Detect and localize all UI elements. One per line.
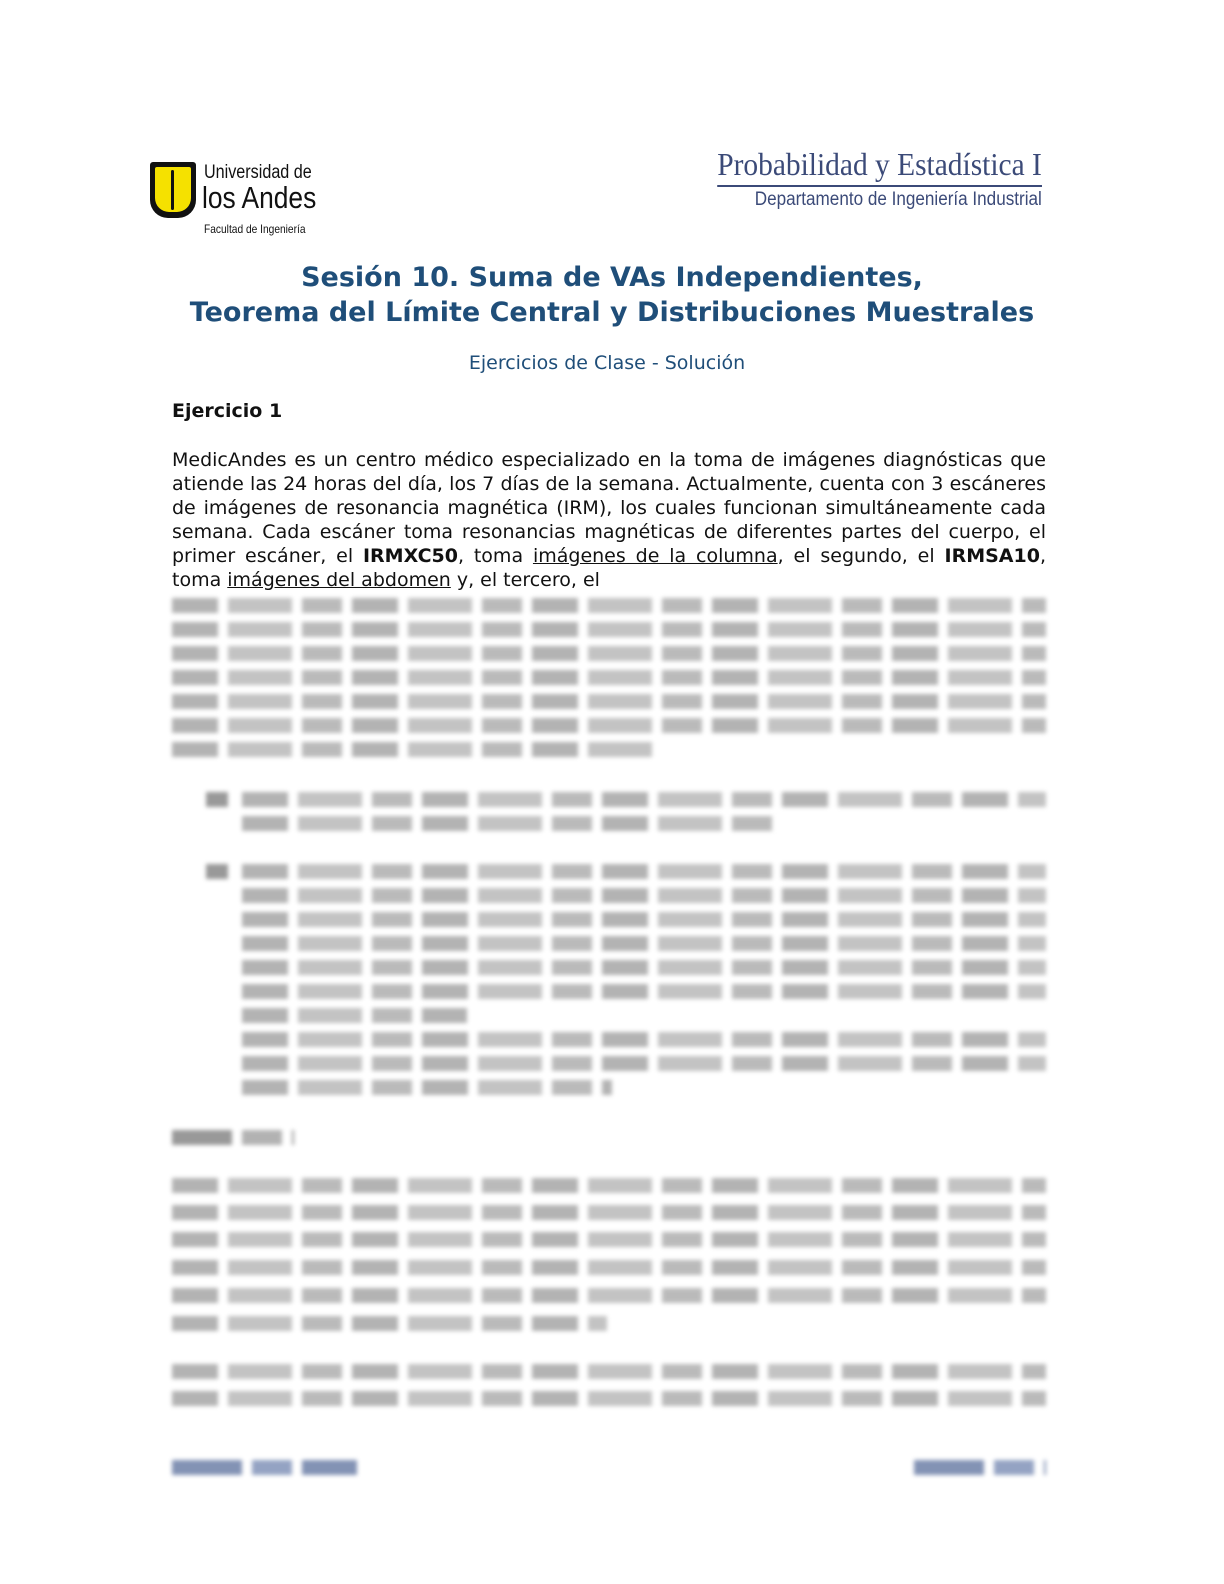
department-name: Departamento de Ingeniería Industrial — [754, 189, 1042, 210]
text: , toma — [457, 545, 533, 567]
blurred-text-line — [172, 1288, 1046, 1303]
blurred-text-line — [172, 742, 662, 757]
blurred-text-line — [242, 816, 777, 831]
exercise-1-paragraph — [172, 448, 1046, 592]
underlined-text: imágenes de la columna — [532, 545, 778, 567]
logo-text-line2: los Andes — [202, 180, 317, 215]
exercise-1-heading: Ejercicio 1 — [172, 400, 283, 422]
course-title: Probabilidad y Estadística I — [717, 146, 1042, 187]
blurred-text-line — [242, 984, 1046, 999]
blurred-text-line — [242, 864, 1046, 879]
blurred-text-line — [242, 936, 1046, 951]
blurred-text-line — [172, 622, 1046, 637]
logo-text-line3: Facultad de Ingeniería — [204, 222, 306, 236]
blurred-text-line — [172, 1391, 1046, 1406]
document-title — [0, 260, 1224, 330]
blurred-text-line — [242, 1008, 467, 1023]
blurred-text-line — [914, 1460, 1046, 1475]
blurred-text-line — [172, 1130, 294, 1145]
blurred-text-line — [172, 1460, 357, 1475]
title-line1: Sesión 10. Suma de VAs Independientes, — [301, 262, 923, 293]
blurred-text-line — [242, 1032, 1046, 1047]
blurred-text-line — [242, 888, 1046, 903]
blurred-text-line — [242, 960, 1046, 975]
blurred-text-line — [242, 792, 1046, 807]
text: , el segundo, el — [777, 545, 945, 567]
blurred-text-line — [206, 864, 228, 879]
logo-text-line1: Universidad de — [204, 162, 312, 183]
blurred-text-line — [172, 646, 1046, 661]
blurred-text-line — [172, 694, 1046, 709]
blurred-text-line — [242, 1056, 1046, 1071]
blurred-text-line — [172, 1316, 607, 1331]
document-subtitle: Ejercicios de Clase - Solución — [468, 352, 746, 374]
blurred-text-line — [172, 598, 1046, 613]
blurred-text-line — [172, 1364, 1046, 1379]
blurred-text-line — [242, 1080, 612, 1095]
blurred-text-line — [172, 1178, 1046, 1193]
course-header — [689, 146, 1042, 211]
text: MedicAndes es un centro médico especializado en la toma de imágenes diagnósticas que atiende las 24 horas del día, los 7 días de la semana. Actualmente, cuenta con 3 escáneres de imágenes de resonancia magnética (IRM), los cuales funcionan simultáneamente cada semana. Cada escáner toma resonancias magnéticas de diferentes partes del cuerpo, el primer escáner, el — [172, 449, 1046, 567]
blurred-text-line — [172, 1260, 1046, 1275]
title-line2: Teorema del Límite Central y Distribuciones Muestrales — [189, 297, 1035, 328]
blurred-text-line — [172, 1205, 1046, 1220]
text: , toma — [172, 545, 1046, 591]
scanner-name: IRMXC50 — [362, 545, 458, 567]
blurred-text-line — [172, 670, 1046, 685]
blurred-text-line — [206, 792, 228, 807]
shield-icon — [150, 162, 196, 218]
text: y, el tercero, el — [450, 569, 600, 591]
underlined-text: imágenes del abdomen — [227, 569, 451, 591]
scanner-name: IRMSA10 — [944, 545, 1040, 567]
blurred-text-line — [172, 1232, 1046, 1247]
blurred-text-line — [242, 912, 1046, 927]
blurred-text-line — [172, 718, 1046, 733]
